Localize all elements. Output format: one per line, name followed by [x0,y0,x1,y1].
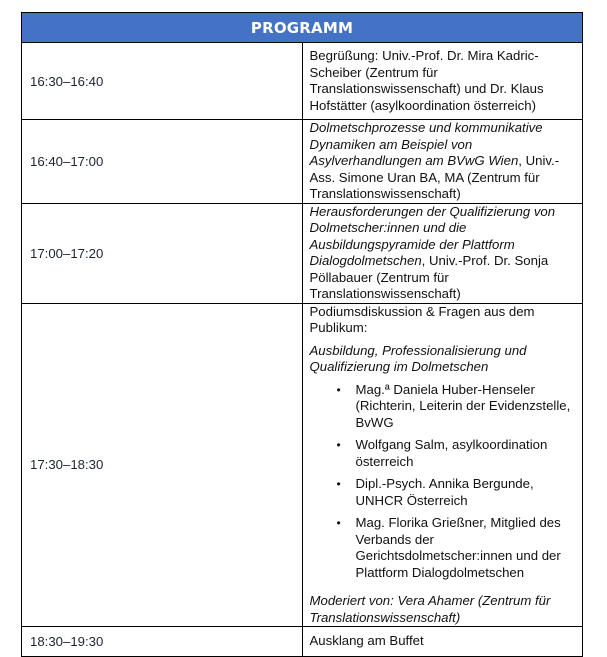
panel-intro: Podiumsdiskussion & Fragen aus dem Publikum: [309,303,535,335]
talk-description [310,204,575,303]
bullet-icon: • [336,382,341,397]
talk-speaker: , Univ.-Prof. Dr. Sonja Pöllabauer (Zentrum für Translationswissenschaft) [309,253,549,301]
table-row [22,627,583,657]
bullet-icon: • [336,516,341,530]
closing-text: Ausklang am Buffet [309,633,424,649]
bullet-icon: • [336,438,341,452]
panelist-name: Dipl.-Psych. Annika Bergunde, UNHCR Österreich [355,476,534,508]
table-row [22,303,583,627]
time-cell: 16:40–17:00 [22,120,303,204]
bullet-icon: • [336,477,341,491]
panelist-name: Mag.ª Daniela Huber-Henseler (Richterin, Leiterin der Evidenzstelle, BvWG [355,381,571,430]
welcome-text: Begrüßung: Univ.-Prof. Dr. Mira Kadric-Scheiber (Zentrum für Translationswissenschaft) und Dr. Klaus Hofstätter (asylkoordination österreich) [309,48,544,113]
time-cell: 16:30–16:40 [22,43,303,120]
table-row [22,120,583,204]
list-item [310,437,575,470]
description-cell [302,120,583,204]
program-header: PROGRAMM [22,13,583,43]
time-cell: 17:00–17:20 [22,203,303,303]
description-cell [302,203,583,303]
moderator-text: Moderiert von: Vera Ahamer (Zentrum für Translationswissenschaft) [309,593,551,625]
panelist-name: Wolfgang Salm, asylkoordination österreich [355,437,548,469]
list-item [310,382,575,432]
talk-speaker: , Univ.-Ass. Simone Uran BA, MA (Zentrum für Translationswissenschaft) [309,153,560,201]
table-row [22,203,583,303]
talk-description [310,120,575,203]
table-row [22,43,583,120]
time-cell: 17:30–18:30 [22,303,303,627]
talk-title: Dolmetschprozesse und kommunikative Dynamiken am Beispiel von Asylverhandlungen am BVwG Wien [309,120,543,168]
talk-title: Herausforderungen der Qualifizierung von Dolmetscher:innen und die Ausbildungspyramide der Plattform Dialogdolmetschen [309,203,556,268]
list-item [310,515,575,581]
description-cell [302,627,583,657]
program-table [21,12,583,657]
description-cell [302,43,583,120]
time-cell: 18:30–19:30 [22,627,303,657]
description-cell [302,303,583,627]
panel-theme: Ausbildung, Professionalisierung und Qualifizierung im Dolmetschen [309,342,527,374]
list-item [310,476,575,509]
panelist-name: Mag. Florika Grießner, Mitglied des Verbands der Gerichtsdolmetscher:innen und der Plattform Dialogdolmetschen [355,515,561,580]
panelist-list [310,382,575,582]
